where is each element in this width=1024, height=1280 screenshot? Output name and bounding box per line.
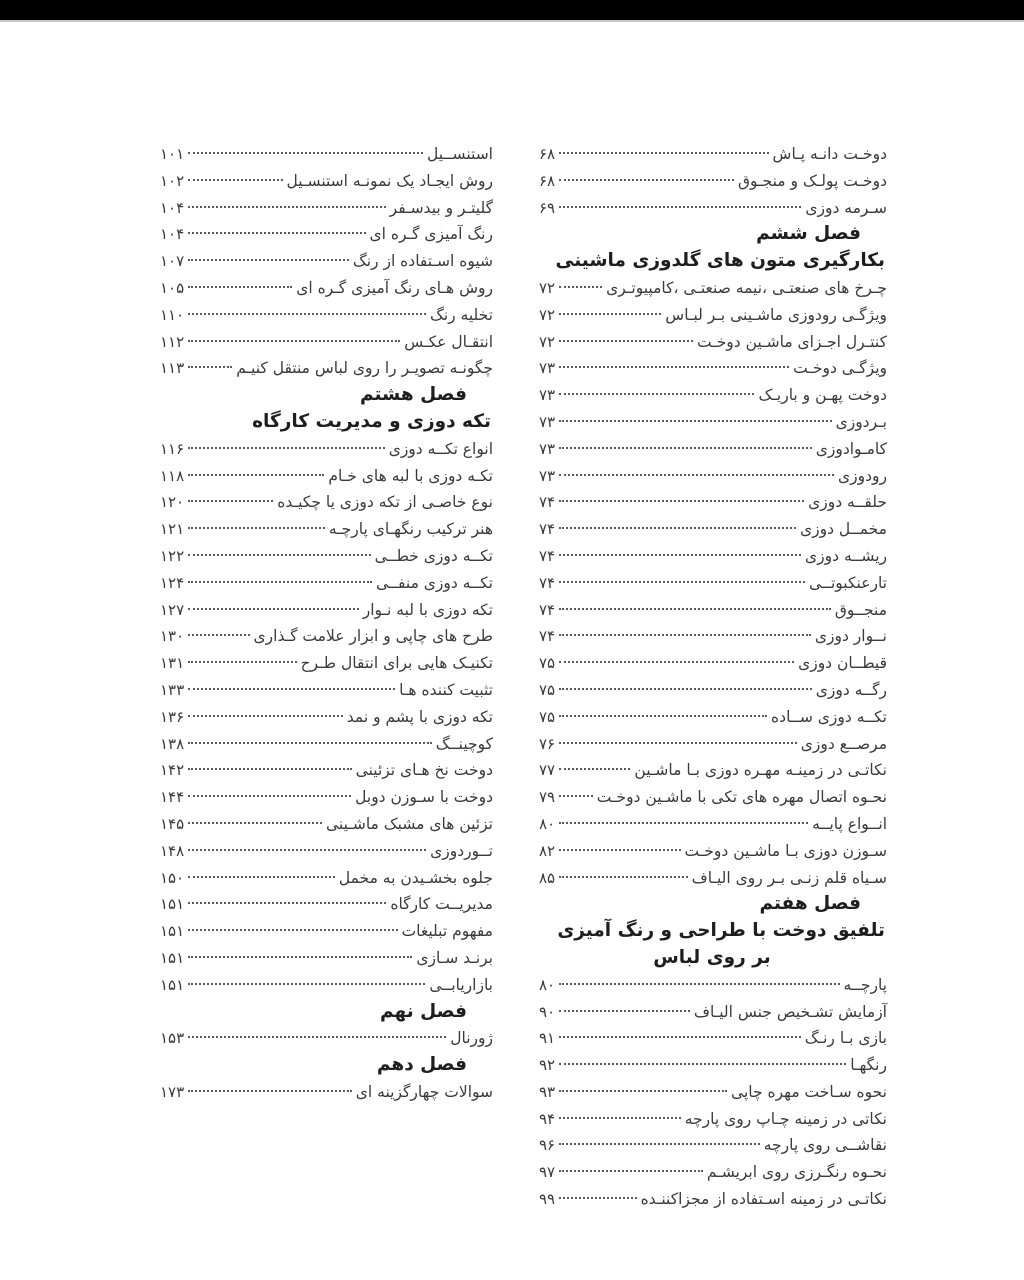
toc-entry-page-number: ۷۲: [539, 278, 556, 297]
toc-entry-title: تــوردوزی: [430, 841, 493, 860]
toc-entry: [160, 972, 493, 999]
dotted-leader: [559, 1117, 681, 1119]
dotted-leader: [559, 768, 630, 770]
dotted-leader: [559, 822, 808, 824]
toc-entry-page-number: ۷۳: [539, 359, 556, 378]
toc-entry-page-number: ۱۰۷: [160, 252, 185, 271]
dotted-leader: [188, 902, 386, 904]
toc-entry: [539, 1079, 887, 1106]
dotted-leader: [188, 179, 282, 181]
dotted-leader: [188, 340, 400, 342]
toc-entry-page-number: ۱۱۳: [160, 359, 185, 378]
toc-entry-page-number: ۱۴۴: [160, 788, 185, 807]
dotted-leader: [559, 286, 602, 288]
toc-entry-title: سـیاه قلم زنـی بـر روی الیـاف: [691, 868, 887, 887]
chapter-title: تلفیق دوخت با طراحی و رنگ آمیزی: [557, 920, 885, 942]
toc-entry: [160, 543, 493, 570]
toc-entry-page-number: ۱۱۸: [160, 466, 185, 485]
toc-entry: [539, 865, 887, 892]
toc-entry-page-number: ۷۳: [539, 386, 556, 405]
dotted-leader: [559, 474, 834, 476]
toc-entry: [160, 141, 493, 168]
toc-entry-title: انتقـال عکـس: [404, 332, 493, 351]
toc-entry-page-number: ۱۰۱: [160, 145, 185, 163]
toc-entry-page-number: ۷۴: [539, 600, 556, 619]
toc-entry-page-number: ۱۵۰: [160, 868, 185, 887]
toc-entry-page-number: ۱۳۰: [160, 627, 185, 646]
toc-entry: [539, 1132, 887, 1159]
toc-entry-title: دوخت نخ هـای تزئینی: [355, 761, 493, 780]
dotted-leader: [188, 688, 395, 690]
dotted-leader: [188, 232, 365, 234]
toc-entry-title: طرح های چاپی و ابزار علامت گـذاری: [253, 627, 493, 646]
toc-entry-title: نکاتـی در زمینه اسـتفاده از مجزاکننـده: [640, 1190, 887, 1209]
toc-entry-page-number: ۱۵۱: [160, 948, 185, 967]
dotted-leader: [559, 340, 693, 342]
toc-entry: [160, 248, 493, 275]
toc-entry-page-number: ۱۲۰: [160, 493, 185, 512]
chapter-heading: فصل هفتم: [759, 893, 861, 915]
toc-entry-page-number: ۱۱۰: [160, 305, 185, 324]
dotted-leader: [188, 715, 343, 717]
toc-entry: [160, 463, 493, 490]
toc-entry-title: استنســیل: [427, 145, 493, 163]
toc-entry-title: رگــه دوزی: [815, 680, 887, 699]
dotted-leader: [188, 581, 372, 583]
toc-entry-title: نوع خاصـی از تکه دوزی یا چکیـده: [277, 493, 493, 512]
toc-entry: [160, 329, 493, 356]
dotted-leader: [188, 983, 425, 985]
toc-entry-page-number: ۱۲۴: [160, 573, 185, 592]
toc-entry-page-number: ۷۵: [539, 680, 556, 699]
toc-entry: [539, 141, 887, 168]
dotted-leader: [559, 313, 661, 315]
toc-entry-title: تکــه دوزی ســاده: [771, 707, 887, 726]
toc-entry: [539, 731, 887, 758]
toc-entry-title: کوچینــگ: [435, 734, 493, 753]
toc-entry: [160, 731, 493, 758]
dotted-leader: [559, 206, 801, 208]
toc-entry-title: هنر ترکیب رنگهـای پارچـه: [328, 520, 493, 539]
dotted-leader: [559, 1036, 801, 1038]
dotted-leader: [559, 849, 680, 851]
toc-entry-page-number: ۱۵۳: [160, 1029, 185, 1048]
toc-entry: [539, 329, 887, 356]
dotted-leader: [188, 474, 324, 476]
dotted-leader: [559, 1010, 690, 1012]
toc-entry-page-number: ۶۸: [539, 145, 556, 163]
dotted-leader: [188, 313, 426, 315]
toc-entry-title: چگونـه تصویـر را روی لباس منتقل کنیـم: [236, 359, 493, 378]
toc-entry-title: ویژگـی دوخـت: [793, 359, 887, 378]
chapter-heading: فصل هشتم: [359, 384, 467, 406]
toc-entry-page-number: ۱۰۲: [160, 171, 185, 190]
toc-entry-title: جلوه بخشـیدن به مخمل: [338, 868, 493, 887]
toc-entry-title: رنگ آمیزی گـره ای: [369, 225, 493, 244]
dotted-leader: [559, 581, 805, 583]
toc-entry-title: منجــوق: [834, 600, 887, 619]
toc-entry: [539, 1159, 887, 1186]
dotted-leader: [188, 366, 232, 368]
dotted-leader: [188, 1090, 352, 1092]
toc-entry-title: قیطــان دوزی: [798, 654, 887, 673]
toc-entry-page-number: ۱۷۳: [160, 1082, 185, 1101]
toc-entry: [539, 195, 887, 222]
dotted-leader: [559, 795, 593, 797]
dotted-leader: [559, 1090, 727, 1092]
toc-entry: [160, 1025, 493, 1052]
toc-entry: [160, 891, 493, 918]
toc-entry: [539, 784, 887, 811]
dotted-leader: [188, 876, 335, 878]
toc-entry: [160, 168, 493, 195]
chapter-title: بکارگیری متون های گلدوزی ماشینی: [555, 250, 885, 272]
dotted-leader: [559, 983, 839, 985]
toc-entry-page-number: ۷۴: [539, 546, 556, 565]
toc-entry-title: تکــه دوزی خطــی: [374, 546, 493, 565]
dotted-leader: [188, 822, 322, 824]
toc-entry-title: سـرمه دوزی: [805, 198, 887, 217]
dotted-leader: [188, 554, 370, 556]
toc-entry: [539, 489, 887, 516]
dotted-leader: [559, 608, 831, 610]
chapter-heading: فصل نهم: [380, 1000, 467, 1022]
toc-entry-page-number: ۱۳۱: [160, 654, 185, 673]
toc-entry: [160, 355, 493, 382]
toc-entry-title: سـوزن دوزی بـا ماشـین دوخـت: [684, 841, 887, 860]
toc-entry: [160, 302, 493, 329]
toc-entry-page-number: ۱۴۲: [160, 761, 185, 780]
dotted-leader: [188, 956, 412, 958]
toc-entry-title: انــواع پایــه: [812, 814, 887, 833]
toc-entry: [160, 865, 493, 892]
toc-entry-page-number: ۱۰۴: [160, 198, 185, 217]
toc-entry: [160, 838, 493, 865]
toc-entry: [160, 704, 493, 731]
toc-entry: [539, 382, 887, 409]
toc-entry-page-number: ۶۸: [539, 171, 556, 190]
dotted-leader: [559, 1197, 636, 1199]
toc-entry-title: تکـه دوزی با لبه های خـام: [328, 466, 493, 485]
toc-entry: [160, 516, 493, 543]
toc-entry-title: ویژگـی رودوزی ماشـینی بـر لبـاس: [665, 305, 887, 324]
toc-entry-page-number: ۷۲: [539, 305, 556, 324]
toc-entry: [539, 838, 887, 865]
toc-entry-title: دوخت پهـن و باریـک: [758, 386, 887, 405]
toc-entry-title: بازاریابــی: [429, 975, 493, 994]
toc-entry-page-number: ۹۲: [539, 1056, 556, 1075]
dotted-leader: [188, 259, 349, 261]
toc-entry: [160, 275, 493, 302]
toc-entry-title: نحـوه رنگـرزی روی ابریشـم: [706, 1163, 887, 1182]
toc-entry-page-number: ۱۱۶: [160, 439, 185, 458]
toc-entry-title: تزئین های مشبک ماشـینی: [326, 814, 493, 833]
toc-entry-title: تارعنکبوتــی: [808, 573, 887, 592]
toc-entry-title: مدیریــت کارگاه: [390, 895, 493, 914]
dotted-leader: [559, 179, 734, 181]
dotted-leader: [559, 527, 796, 529]
dotted-leader: [559, 715, 767, 717]
toc-entry: [160, 757, 493, 784]
toc-entry-page-number: ۱۳۸: [160, 734, 185, 753]
toc-entry-page-number: ۷۳: [539, 412, 556, 431]
dotted-leader: [559, 447, 812, 449]
toc-entry: [160, 221, 493, 248]
toc-entry: [539, 409, 887, 436]
toc-entry: [539, 1025, 887, 1052]
toc-entry-title: روش هـای رنگ آمیزی گـره ای: [296, 278, 493, 297]
toc-entry-page-number: ۷۴: [539, 627, 556, 646]
toc-entry-page-number: ۱۱۲: [160, 332, 185, 351]
toc-entry-title: رنگهـا: [850, 1056, 887, 1075]
dotted-leader: [559, 500, 804, 502]
toc-entry-page-number: ۱۴۸: [160, 841, 185, 860]
dotted-leader: [559, 366, 789, 368]
toc-entry: [539, 972, 887, 999]
dotted-leader: [188, 929, 397, 931]
toc-entry: [539, 999, 887, 1026]
dotted-leader: [188, 500, 273, 502]
toc-entry-title: مرصــع دوزی: [800, 734, 887, 753]
toc-entry-title: نقاشــی روی پارچه: [763, 1136, 887, 1155]
dotted-leader: [188, 608, 359, 610]
toc-entry: [160, 918, 493, 945]
toc-entry-page-number: ۱۰۴: [160, 225, 185, 244]
toc-entry-title: حلقــه دوزی: [808, 493, 887, 512]
toc-entry-title: نحوه سـاخت مهره چاپی: [731, 1082, 887, 1101]
toc-entry: [539, 1052, 887, 1079]
dotted-leader: [559, 393, 754, 395]
toc-entry-page-number: ۸۰: [539, 814, 556, 833]
toc-entry: [539, 543, 887, 570]
toc-entry-page-number: ۷۷: [539, 761, 556, 780]
toc-entry-title: انواع تکــه دوزی: [388, 439, 493, 458]
toc-entry-page-number: ۷۴: [539, 520, 556, 539]
toc-entry-page-number: ۸۲: [539, 841, 556, 860]
toc-entry-page-number: ۹۰: [539, 1002, 556, 1021]
toc-entry-title: رودوزی: [838, 466, 887, 485]
toc-entry-page-number: ۹۷: [539, 1163, 556, 1182]
toc-entry: [539, 168, 887, 195]
dotted-leader: [188, 1036, 446, 1038]
toc-entry-page-number: ۱۵۱: [160, 895, 185, 914]
dotted-leader: [188, 795, 351, 797]
toc-entry-page-number: ۷۵: [539, 654, 556, 673]
toc-entry: [160, 650, 493, 677]
toc-entry-title: پارچــه: [843, 975, 887, 994]
toc-entry-title: نــوار دوزی: [814, 627, 887, 646]
toc-entry: [160, 945, 493, 972]
toc-entry-page-number: ۱۴۵: [160, 814, 185, 833]
toc-entry-page-number: ۱۳۶: [160, 707, 185, 726]
toc-entry: [160, 436, 493, 463]
toc-entry-title: نکاتـی در زمینـه مهـره دوزی بـا ماشـین: [634, 761, 887, 780]
toc-entry: [160, 784, 493, 811]
toc-entry: [539, 677, 887, 704]
dotted-leader: [559, 554, 801, 556]
toc-entry-page-number: ۱۲۷: [160, 600, 185, 619]
toc-entry-page-number: ۶۹: [539, 198, 556, 217]
dotted-leader: [559, 661, 794, 663]
dotted-leader: [559, 742, 797, 744]
toc-entry-page-number: ۹۶: [539, 1136, 556, 1155]
toc-entry: [539, 570, 887, 597]
dotted-leader: [188, 206, 385, 208]
toc-entry-title: دوخت با سـوزن دوبل: [355, 788, 493, 807]
toc-entry-page-number: ۱۰۵: [160, 278, 185, 297]
toc-entry-page-number: ۷۳: [539, 466, 556, 485]
toc-entry-page-number: ۷۳: [539, 439, 556, 458]
toc-entry-page-number: ۹۴: [539, 1109, 556, 1128]
dotted-leader: [559, 876, 688, 878]
toc-entry: [160, 623, 493, 650]
toc-entry-title: شیوه اسـتفاده از رنگ: [352, 252, 493, 271]
chapter-heading: فصل ششم: [756, 223, 861, 245]
toc-entry: [160, 195, 493, 222]
dotted-leader: [188, 634, 249, 636]
toc-entry-page-number: ۷۹: [539, 788, 556, 807]
dotted-leader: [559, 152, 768, 154]
toc-entry-title: ریشــه دوزی: [805, 546, 887, 565]
dotted-leader: [188, 286, 292, 288]
toc-entry-title: آزمایش تشـخیص جنس الیـاف: [693, 1002, 887, 1021]
toc-entry: [539, 650, 887, 677]
toc-entry: [539, 1186, 887, 1213]
toc-entry-page-number: ۹۳: [539, 1082, 556, 1101]
toc-entry: [160, 570, 493, 597]
toc-entry: [539, 757, 887, 784]
toc-entry-title: تکه دوزی با پشم و نمد: [346, 707, 493, 726]
toc-entry: [160, 489, 493, 516]
dotted-leader: [559, 634, 811, 636]
toc-entry-title: تکــه دوزی منفــی: [376, 573, 493, 592]
dotted-leader: [559, 420, 831, 422]
toc-entry: [539, 275, 887, 302]
toc-entry-title: نحـوه اتصال مهره های تکی با ماشـین دوخـت: [596, 788, 887, 807]
dotted-leader: [559, 688, 812, 690]
toc-entry-page-number: ۸۵: [539, 868, 556, 887]
chapter-title: تکه دوزی و مدیریت کارگاه: [252, 410, 491, 432]
toc-entry-title: بـردوزی: [835, 412, 887, 431]
toc-entry: [539, 811, 887, 838]
toc-entry: [539, 302, 887, 329]
toc-entry-title: ژورنال: [450, 1029, 493, 1048]
toc-entry: [160, 1079, 493, 1106]
toc-entry-title: کامـوادوزی: [815, 439, 887, 458]
toc-entry-title: بازی بـا رنـگ: [804, 1029, 887, 1048]
toc-entry: [160, 811, 493, 838]
toc-entry: [539, 463, 887, 490]
toc-entry-title: چـرخ های صنعتـی ،نیمه صنعتـی ،کامپیوتـری: [606, 278, 887, 297]
toc-entry-page-number: ۹۱: [539, 1029, 556, 1048]
dotted-leader: [559, 1170, 703, 1172]
toc-entry-title: مفهوم تبلیغات: [401, 922, 493, 941]
toc-entry-title: دوخـت دانـه پـاش: [772, 145, 887, 163]
toc-entry: [539, 623, 887, 650]
toc-entry-title: کنتـرل اجـزای ماشـین دوخـت: [696, 332, 887, 351]
toc-entry-title: سوالات چهارگزینه ای: [355, 1082, 493, 1101]
toc-entry-page-number: ۷۴: [539, 493, 556, 512]
toc-column-right: [539, 141, 887, 1213]
toc-entry-title: تثبیت کننده هـا: [399, 680, 493, 699]
toc-entry-title: دوخـت پولـک و منجـوق: [737, 171, 887, 190]
toc-entry-page-number: ۷۵: [539, 707, 556, 726]
toc-entry-title: تکه دوزی با لبه نـوار: [362, 600, 493, 619]
toc-entry-title: گلیتـر و بیدسـفر: [389, 198, 493, 217]
toc-entry-title: تخلیه رنگ: [429, 305, 493, 324]
toc-entry-page-number: ۷۶: [539, 734, 556, 753]
dotted-leader: [188, 661, 296, 663]
toc-entry: [539, 597, 887, 624]
toc-entry-page-number: ۱۵۱: [160, 975, 185, 994]
toc-entry-page-number: ۸۰: [539, 975, 556, 994]
top-bar: [0, 0, 1024, 22]
toc-entry: [539, 1106, 887, 1133]
dotted-leader: [559, 1063, 846, 1065]
toc-entry-title: روش ایجـاد یک نمونـه استنسـیل: [286, 171, 493, 190]
toc-entry-page-number: ۷۲: [539, 332, 556, 351]
toc-entry-page-number: ۱۲۱: [160, 520, 185, 539]
toc-entry-page-number: ۱۳۳: [160, 680, 185, 699]
dotted-leader: [188, 447, 385, 449]
toc-entry-page-number: ۷۴: [539, 573, 556, 592]
toc-entry: [539, 516, 887, 543]
toc-entry: [539, 704, 887, 731]
chapter-title: بر روی لباس: [653, 946, 771, 968]
toc-entry: [160, 597, 493, 624]
dotted-leader: [188, 152, 423, 154]
toc-entry-page-number: ۹۹: [539, 1190, 556, 1209]
toc-entry-title: نکاتی در زمینه چـاپ روی پارچه: [684, 1109, 887, 1128]
dotted-leader: [188, 849, 426, 851]
toc-entry-title: برنـد سـازی: [416, 948, 493, 967]
toc-entry-title: تکنیـک هایی برای انتقال طـرح: [300, 654, 493, 673]
toc-entry: [160, 677, 493, 704]
toc-entry-title: مخمــل دوزی: [799, 520, 887, 539]
toc-entry: [539, 355, 887, 382]
chapter-heading: فصل دهم: [376, 1054, 467, 1076]
toc-column-left: [160, 141, 493, 1106]
toc-entry-page-number: ۱۵۱: [160, 922, 185, 941]
toc-entry-page-number: ۱۲۲: [160, 546, 185, 565]
dotted-leader: [188, 527, 325, 529]
dotted-leader: [188, 768, 352, 770]
dotted-leader: [559, 1143, 760, 1145]
dotted-leader: [188, 742, 432, 744]
toc-entry: [539, 436, 887, 463]
